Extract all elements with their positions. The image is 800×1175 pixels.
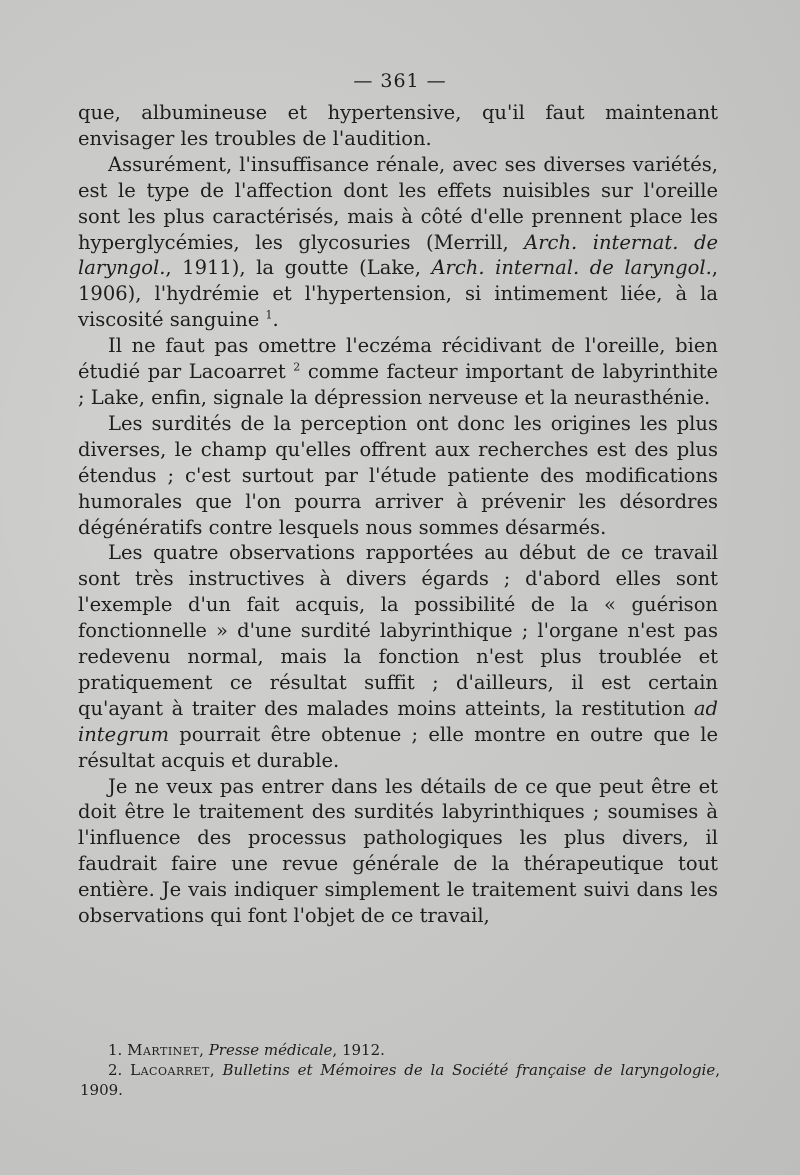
text-segment: 1. bbox=[108, 1041, 128, 1059]
text-segment: comme facteur important de labyrinthite ; Lake, enfin, signale la dépression nerveuse et la neurasthénie. bbox=[78, 360, 718, 409]
paragraph bbox=[78, 540, 718, 773]
text-segment: Il ne faut pas omettre l'eczéma récidivant de l'oreille, bien étudié par Lacoarret bbox=[78, 334, 718, 384]
paragraph bbox=[78, 411, 718, 541]
text-segment: , 1906), l'hydrémie et l'hypertension, si intimement liée, à la viscosité sanguine bbox=[78, 256, 718, 332]
text-segment: Assurément, l'insuffisance rénale, avec ses diverses variétés, est le type de l'affection dont les effets nuisibles sur l'oreille sont les plus caractérisés, mais à côté d'elle prennent place les hyperglycémies, les glycosuries (Merrill, bbox=[78, 152, 718, 254]
text-segment: Lacoarret bbox=[130, 1061, 210, 1079]
footnote bbox=[80, 1040, 720, 1060]
text-segment: pourrait être obtenue ; elle montre en outre que le résultat acquis et durable. bbox=[78, 722, 718, 772]
paragraph bbox=[78, 333, 718, 411]
italic-text: Arch. internat. de laryngol. bbox=[78, 230, 718, 280]
paragraph bbox=[78, 774, 718, 929]
text-segment: Les quatre observations rapportées au début de ce travail sont très instructives à divers égards ; d'abord elles sont l'exemple d'un fait acquis, la possibilité de la « guérison fonctionnelle » d'une surdité labyrinthique ; l'organe n'est pas redevenu normal, mais la fonction n'est plus troublée et pratiquement ce résultat suffit ; d'ailleurs, il est certain qu'ayant à traiter des malades moins atteints, la restitution bbox=[78, 541, 718, 720]
italic-text: Presse médicale bbox=[208, 1041, 333, 1059]
italic-text: ad integrum bbox=[78, 696, 718, 746]
text-segment: Je ne veux pas entrer dans les détails de ce que peut être et doit être le traitement des surdités labyrinthiques ; soumises à l'influence des processus pathologiques les plus divers, il faudrait faire une revue générale de la thérapeutique tout entière. Je vais indiquer simplement le traitement suivi dans les observations qui font l'objet de ce travail, bbox=[78, 774, 718, 928]
body-text bbox=[78, 100, 718, 929]
text-segment: , 1911), la goutte (Lake, bbox=[165, 256, 432, 280]
text-segment: Martinet bbox=[127, 1041, 200, 1059]
text-segment: , 1912. bbox=[332, 1041, 385, 1059]
text-segment: que, albumineuse et hypertensive, qu'il faut maintenant envisager les troubles de l'audition. bbox=[78, 101, 718, 150]
italic-text: Arch. internal. de laryngol. bbox=[431, 256, 712, 280]
italic-text: Bulletins et Mémoires de la Société française de laryngologie bbox=[222, 1061, 716, 1079]
text-segment: , bbox=[209, 1061, 223, 1079]
page-number: — 361 — bbox=[353, 70, 447, 92]
footnotes bbox=[80, 1040, 720, 1100]
footnote-ref: 2 bbox=[293, 360, 301, 374]
footnote-ref: 1 bbox=[265, 308, 273, 322]
footnote bbox=[80, 1060, 720, 1100]
text-segment: , 1909. bbox=[80, 1061, 720, 1099]
paragraph bbox=[78, 100, 718, 152]
text-segment: 2. bbox=[108, 1061, 131, 1079]
paragraph bbox=[78, 152, 718, 333]
text-segment: Les surdités de la perception ont donc les origines les plus diverses, le champ qu'elles offrent aux recherches est des plus étendus ; c'est surtout par l'étude patiente des modifications humorales que l'on pourra arriver à prévenir les désordres dégénératifs contre lesquels nous sommes désarmés. bbox=[78, 411, 718, 539]
text-segment: , bbox=[199, 1041, 209, 1059]
text-segment: . bbox=[272, 308, 279, 332]
